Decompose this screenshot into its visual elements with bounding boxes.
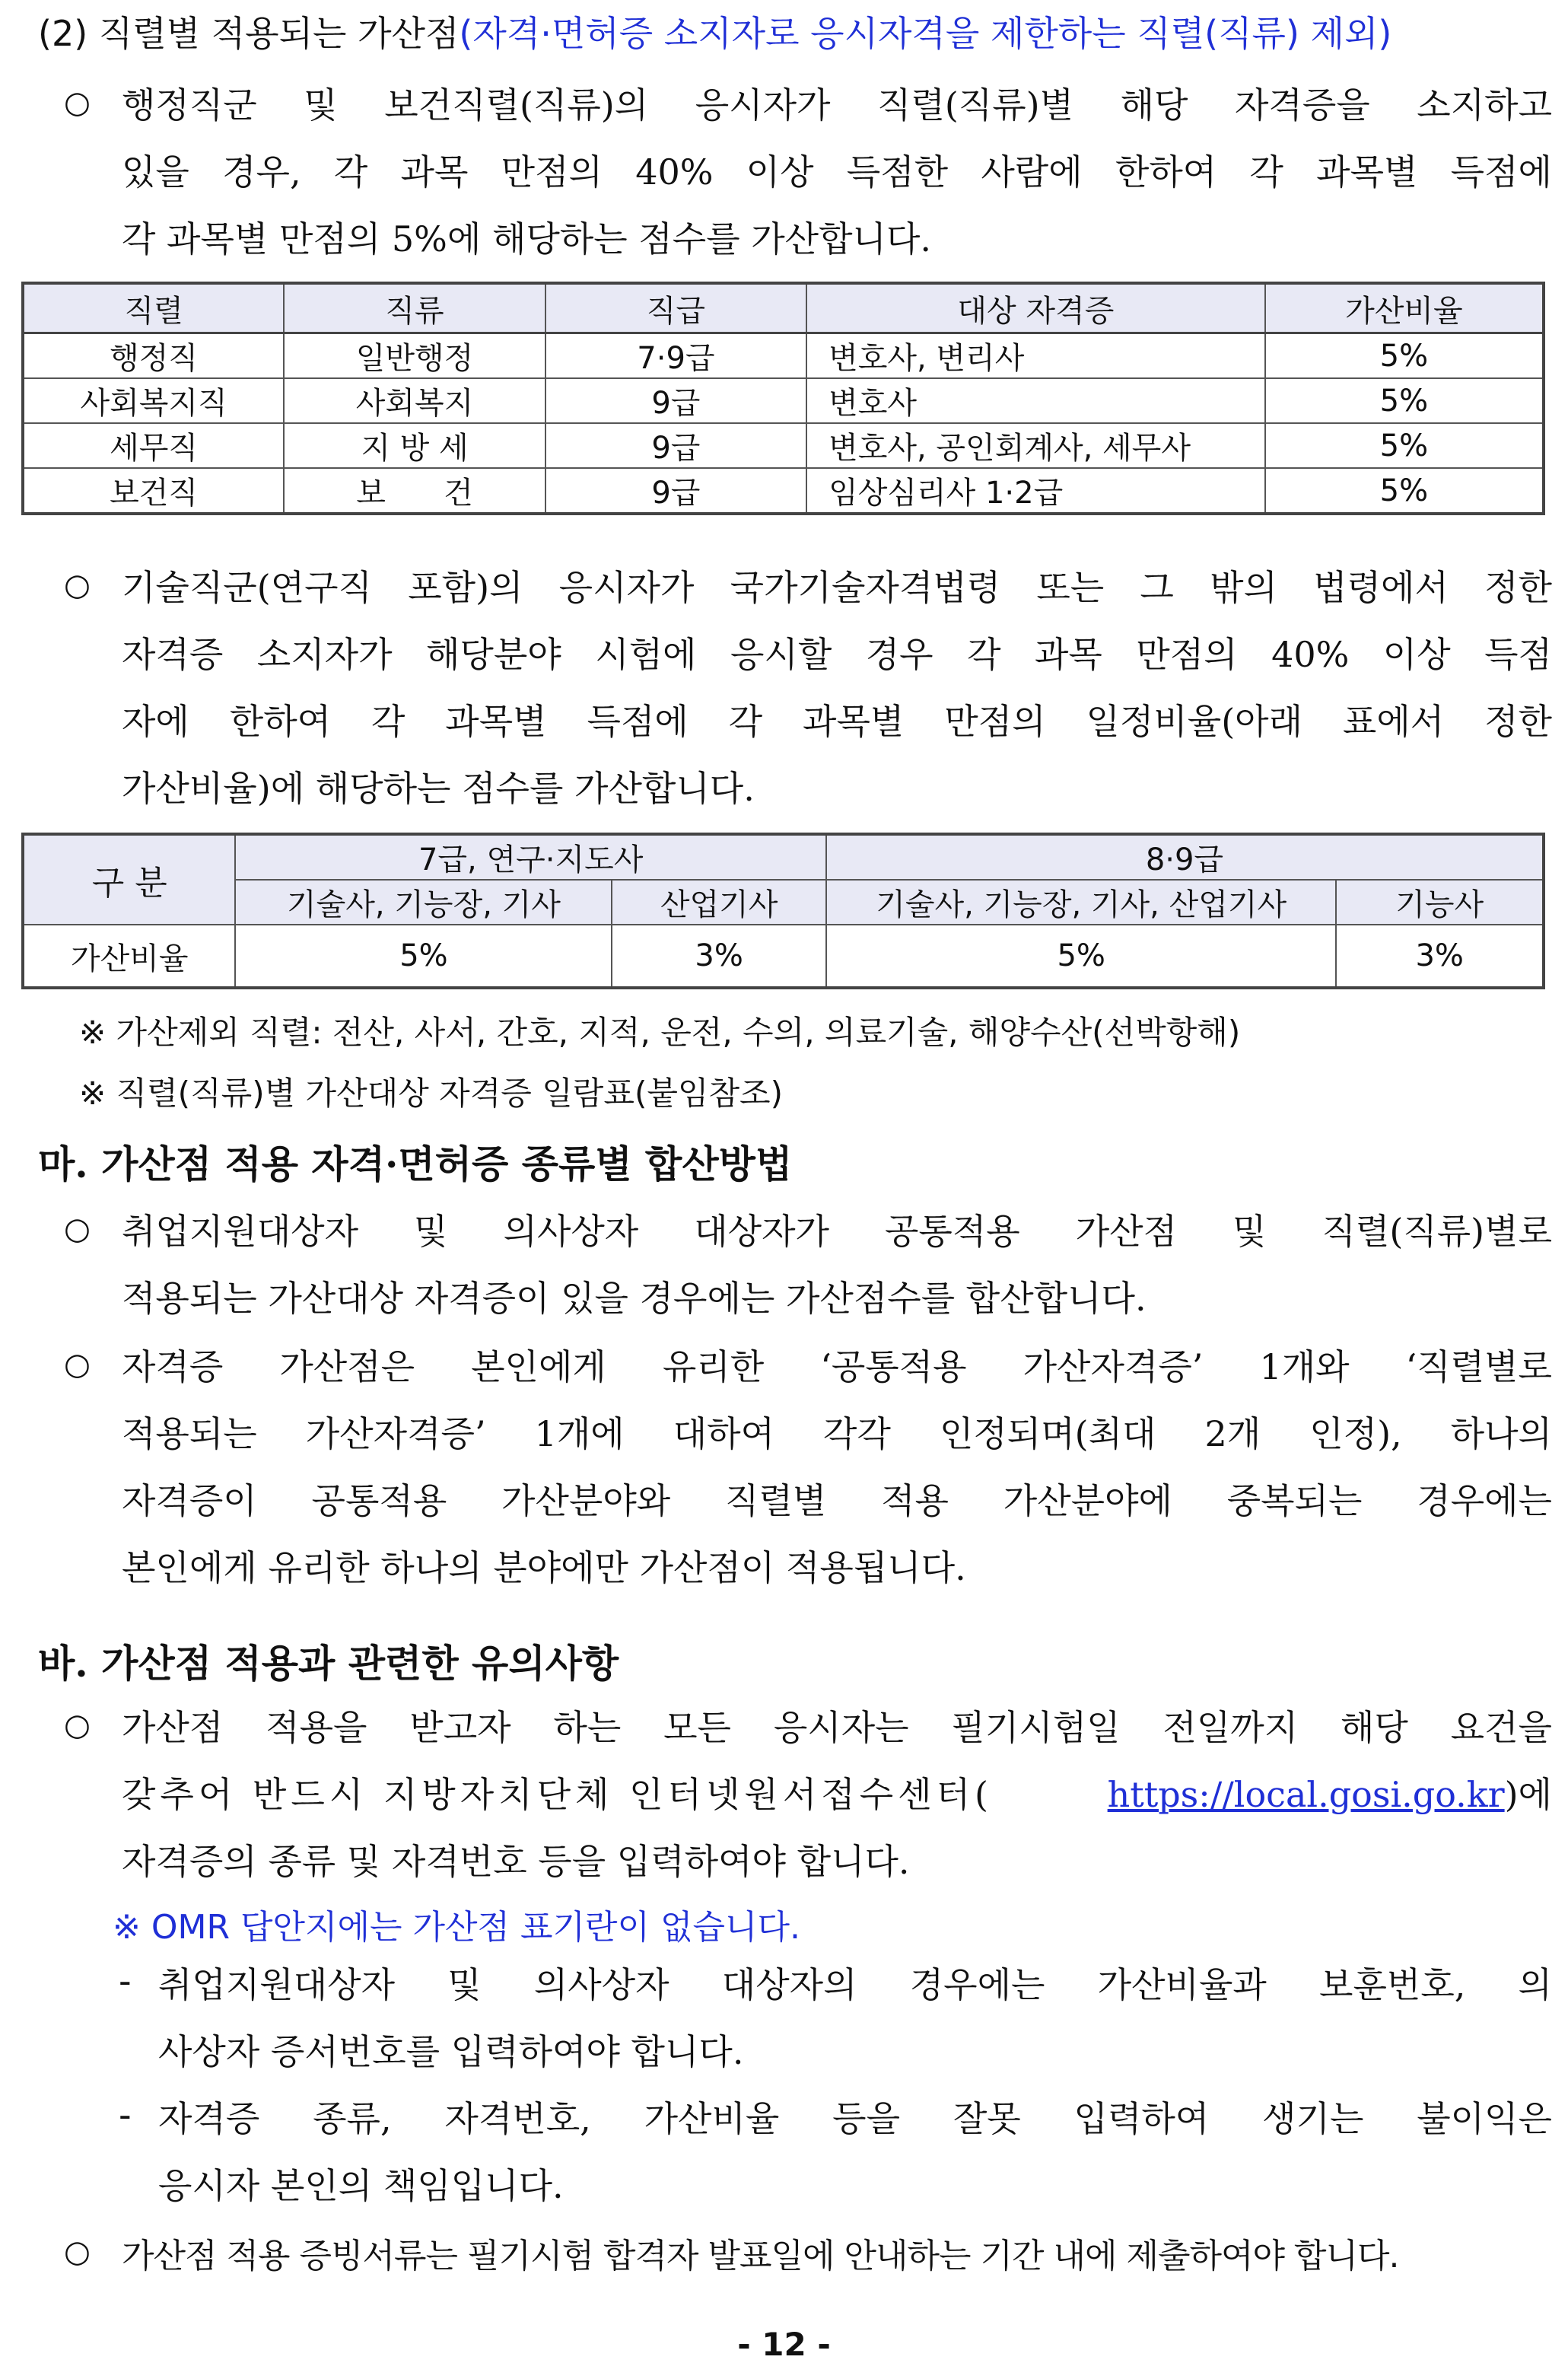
omr-note: ※ OMR 답안지에는 가산점 표기란이 없습니다. [113, 1908, 801, 1947]
paragraph-line: 자에 한하여 각 과목별 득점에 각 과목별 만점의 일정비율(아래 표에서 정한 [122, 701, 1552, 742]
table-cell: 변호사, 공인회계사, 세무사 [806, 423, 1265, 468]
dash-mark: - [119, 2094, 132, 2135]
table-cell: 보 건 [284, 468, 545, 514]
note-line: ※ 가산제외 직렬: 전산, 사서, 간호, 지적, 운전, 수의, 의료기술, 해양수산(선박항해) [79, 1014, 1241, 1051]
section-2-title-main: (2) 직렬별 적용되는 가산점 [38, 13, 460, 54]
table-cell: 변호사 [806, 378, 1265, 423]
table-cell: 9급 [545, 423, 806, 468]
paragraph-line: 가산점 적용 증빙서류는 필기시험 합격자 발표일에 안내하는 기간 내에 제출하여야 합니다. [122, 2237, 1399, 2275]
paragraph-text: )에 [1504, 1774, 1552, 1815]
paragraph-line: 가산비율)에 해당하는 점수를 가산합니다. [122, 768, 755, 809]
section-2-title-note: (자격·면허증 소지자로 응시자격을 제한하는 직렬(직류) 제외) [459, 13, 1392, 54]
table-row [23, 333, 1544, 379]
table-cell: 9급 [545, 378, 806, 423]
url-text[interactable] [1108, 1767, 1552, 1817]
section-heading: 마. 가산점 적용 자격·면허증 종류별 합산방법 [38, 1142, 793, 1186]
table-cell: 세무직 [23, 423, 284, 468]
table-cell: 사회복지 [284, 378, 545, 423]
table-row [23, 925, 1544, 988]
table-cell: 변호사, 변리사 [806, 333, 1265, 379]
section-2-title [38, 6, 1391, 56]
paragraph-line: 적용되는 가산대상 자격증이 있을 경우에는 가산점수를 합산합니다. [122, 1278, 1147, 1319]
dash-mark: - [119, 1960, 132, 2002]
page-number: - 12 - [737, 2326, 831, 2363]
paragraph-line: 있을 경우, 각 과목 만점의 40% 이상 득점한 사람에 한하여 각 과목별 득점에 [122, 151, 1552, 193]
table-subheader-row [23, 880, 1544, 925]
paragraph-line: 자격증이 공통적용 가산분야와 직렬별 적용 가산분야에 중복되는 경우에는 [122, 1480, 1552, 1521]
table-cell: 임상심리사 1·2급 [806, 468, 1265, 514]
bullet-mark: ○ [64, 568, 91, 603]
table-header-cell: 대상 자격증 [806, 283, 1265, 333]
bullet-mark: ○ [64, 1708, 91, 1743]
section-heading: 바. 가산점 적용과 관련한 유의사항 [38, 1641, 619, 1686]
paragraph-line: 각 과목별 만점의 5%에 해당하는 점수를 가산합니다. [122, 218, 932, 260]
table-header-cell: 가산비율 [1265, 283, 1544, 333]
table-cell: 7·9급 [545, 333, 806, 379]
table-group-header: 7급, 연구·지도사 [235, 834, 825, 880]
paragraph-line: 적용되는 가산자격증’ 1개에 대하여 각각 인정되며(최대 2개 인정), 하나의 [122, 1413, 1552, 1454]
table-header-cell: 직급 [545, 283, 806, 333]
paragraph-line: 기술직군(연구직 포함)의 응시자가 국가기술자격법령 또는 그 밖의 법령에서 정한 [122, 567, 1552, 608]
table-cell: 5% [235, 925, 612, 988]
table-cell: 일반행정 [284, 333, 545, 379]
paragraph-line: 자격증의 종류 및 자격번호 등을 입력하여야 합니다. [122, 1841, 910, 1882]
table-header-cell: 기술사, 기능장, 기사 [235, 880, 612, 925]
paragraph-line [122, 1767, 1552, 1817]
paragraph-line: 자격증 종류, 자격번호, 가산비율 등을 잘못 입력하여 생기는 불이익은 [158, 2098, 1552, 2139]
bullet-mark: ○ [64, 2234, 91, 2269]
table-cell: 5% [1265, 468, 1544, 514]
table-cell: 3% [1336, 925, 1544, 988]
table-cell: 행정직 [23, 333, 284, 379]
paragraph-line: 본인에게 유리한 하나의 분야에만 가산점이 적용됩니다. [122, 1547, 966, 1588]
table-cell: 5% [1265, 423, 1544, 468]
table-header-cell: 직렬 [23, 283, 284, 333]
table-row [23, 423, 1544, 468]
table-cell: 사회복지직 [23, 378, 284, 423]
table-cell: 보건직 [23, 468, 284, 514]
paragraph-line: 취업지원대상자 및 의사상자 대상자가 공통적용 가산점 및 직렬(직류)별로 [122, 1211, 1552, 1252]
table-corner-cell: 구 분 [23, 834, 235, 925]
note-line: ※ 직렬(직류)별 가산대상 자격증 일람표(붙임참조) [79, 1075, 784, 1112]
bullet-mark: ○ [64, 1212, 91, 1247]
table-row-label: 가산비율 [23, 925, 235, 988]
tech-ratio-table [21, 833, 1545, 989]
table-header-cell: 산업기사 [612, 880, 825, 925]
table-header-cell: 기능사 [1336, 880, 1544, 925]
bullet-mark: ○ [64, 1347, 91, 1382]
table-header-row [23, 834, 1544, 880]
paragraph-line: 가산점 적용을 받고자 하는 모든 응시자는 필기시험일 전일까지 해당 요건을 [122, 1707, 1552, 1748]
certificate-table [21, 282, 1545, 515]
table-cell: 지 방 세 [284, 423, 545, 468]
table-cell: 5% [1265, 378, 1544, 423]
table-group-header: 8·9급 [826, 834, 1544, 880]
table-cell: 5% [1265, 333, 1544, 379]
table-row [23, 468, 1544, 514]
paragraph-line: 자격증 가산점은 본인에게 유리한 ‘공통적용 가산자격증’ 1개와 ‘직렬별로 [122, 1346, 1552, 1387]
table-header-row [23, 283, 1544, 333]
paragraph-line: 사상자 증서번호를 입력하여야 합니다. [158, 2031, 744, 2072]
table-cell: 9급 [545, 468, 806, 514]
bullet-mark: ○ [64, 85, 91, 120]
paragraph-line: 행정직군 및 보건직렬(직류)의 응시자가 직렬(직류)별 해당 자격증을 소지하고 [122, 84, 1552, 126]
paragraph-line: 자격증 소지자가 해당분야 시험에 응시할 경우 각 과목 만점의 40% 이상 득점 [122, 634, 1552, 675]
paragraph-line: 취업지원대상자 및 의사상자 대상자의 경우에는 가산비율과 보훈번호, 의 [158, 1964, 1552, 2005]
table-row [23, 378, 1544, 423]
table-header-cell: 직류 [284, 283, 545, 333]
paragraph-line: 응시자 본인의 책임입니다. [158, 2165, 564, 2206]
table-header-cell: 기술사, 기능장, 기사, 산업기사 [826, 880, 1337, 925]
paragraph-text: 갖추어 반드시 지방자치단체 인터넷원서접수센터( [122, 1774, 993, 1815]
table-cell: 3% [612, 925, 825, 988]
table-cell: 5% [826, 925, 1337, 988]
url-link[interactable]: https://local.gosi.go.kr [1107, 1774, 1505, 1815]
